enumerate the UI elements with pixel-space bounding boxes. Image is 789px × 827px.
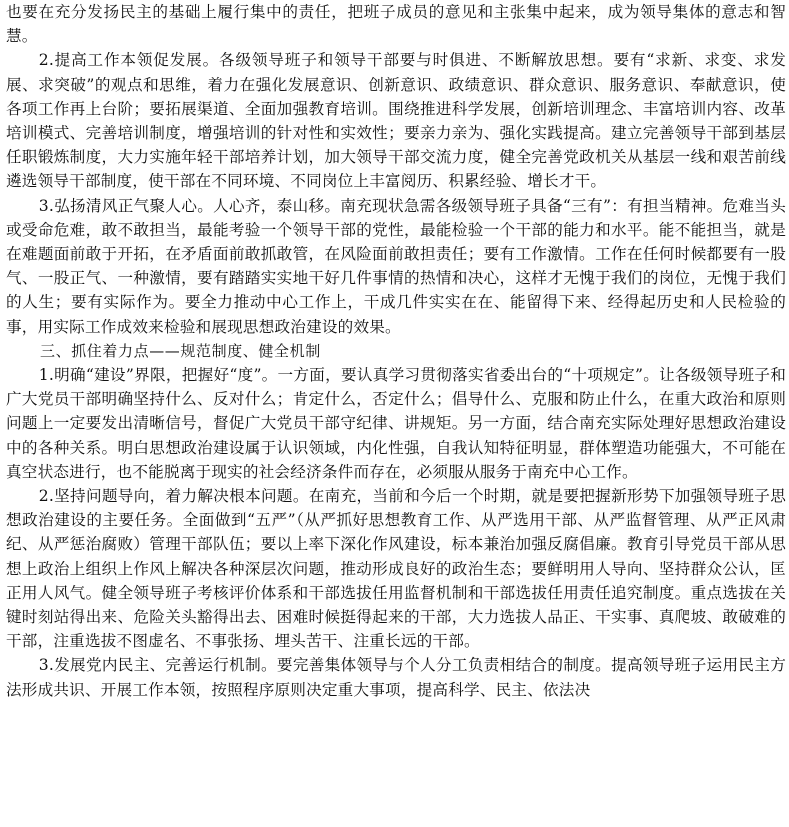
section-heading-3: 三、抓住着力点——规范制度、健全机制 xyxy=(40,341,321,360)
paragraph-inner-party-democracy: 3.发展党内民主、完善运行机制。要完善集体领导与个人分工负责相结合的制度。提高领导班子运用民主方法形成共识、开展工作本领，按照程序原则决定重大事项，提高科学、民主、依法决 xyxy=(6,656,786,699)
document-body xyxy=(6,0,786,702)
paragraph-problem-oriented: 2.坚持问题导向，着力解决根本问题。在南充，当前和今后一个时期，就是要把握新形势下加强领导班子思想政治建设的主要任务。全面做到“五严”（从严抓好思想教育工作、从严选用干部、从严监督管理、从严正风肃纪、从严惩治腐败）管理干部队伍；要以上率下深化作风建设，标本兼治加强反腐倡廉。教育引导党员干部从思想上政治上组织上作风上解决各种深层次问题，推动形成良好的政治生态；要鲜明用人导向、坚持群众公认，匡正用人风气。健全领导班子考核评价体系和干部选拔任用监督机制和干部选拔任用责任追究制度。重点选拔在关键时刻站得出来、危险关头豁得出去、困难时候挺得起来的干部，大力选拔人品正、干实事、真爬坡、敢破难的干部，注重选拔不图虚名、不事张扬、埋头苦干、注重长远的干部。 xyxy=(6,487,786,651)
paragraph-promote-integrity: 3.弘扬清风正气聚人心。人心齐，泰山移。南充现状急需各级领导班子具备“三有”：有担当精神。危难当头或受命危难，敢不敢担当，最能考验一个领导干部的党性，最能检验一个干部的能力和水平。能不能担当，就是在难题面前敢于开拓，在矛盾面前敢抓敢管，在风险面前敢担责任；要有工作激情。工作在任何时候都要有一股气、一股正气、一种激情，要有踏踏实实地干好几件事情的热情和决心，这样才无愧于我们的岗位，无愧于我们的人生；要有实际作为。要全力推动中心工作上，干成几件实实在在、能留得下来、经得起历史和人民检验的事，用实际工作成效来检验和展现思想政治建设的效果。 xyxy=(6,196,786,336)
paragraph-define-boundaries: 1.明确“建设”界限，把握好“度”。一方面，要认真学习贯彻落实省委出台的“十项规定”。让各级领导班子和广大党员干部明确坚持什么、反对什么；肯定什么，否定什么；倡导什么、克服和防止什么，在重大政治和原则问题上一定要发出清晰信号，督促广大党员干部守纪律、讲规矩。另一方面，结合南充实际处理好思想政治建设中的各种关系。明白思想政治建设属于认识领域，内化性强，自我认知特征明显，群体塑造功能强大，不可能在真空状态进行，也不能脱离于现实的社会经济条件而存在，必须服从服务于南充中心工作。 xyxy=(6,366,786,481)
paragraph-improve-work-ability: 2.提高工作本领促发展。各级领导班子和领导干部要与时俱进、不断解放思想。要有“求新、求变、求发展、求突破”的观点和思维，着力在强化发展意识、创新意识、政绩意识、群众意识、服务意识、奉献意识，使各项工作再上台阶；要拓展渠道、全面加强教育培训。围绕推进科学发展，创新培训理念、丰富培训内容、改革培训模式、完善培训制度，增强培训的针对性和实效性；要亲力亲为、强化实践提高。建立完善领导干部到基层任职锻炼制度，大力实施年轻干部培养计划，加大领导干部交流力度，健全完善党政机关从基层一线和艰苦前线遴选领导干部制度，使干部在不同环境、不同岗位上丰富阅历、积累经验、增长才干。 xyxy=(6,51,786,191)
paragraph-continuation: 也要在充分发扬民主的基础上履行集中的责任，把班子成员的意见和主张集中起来，成为领导集体的意志和智慧。 xyxy=(6,3,786,46)
